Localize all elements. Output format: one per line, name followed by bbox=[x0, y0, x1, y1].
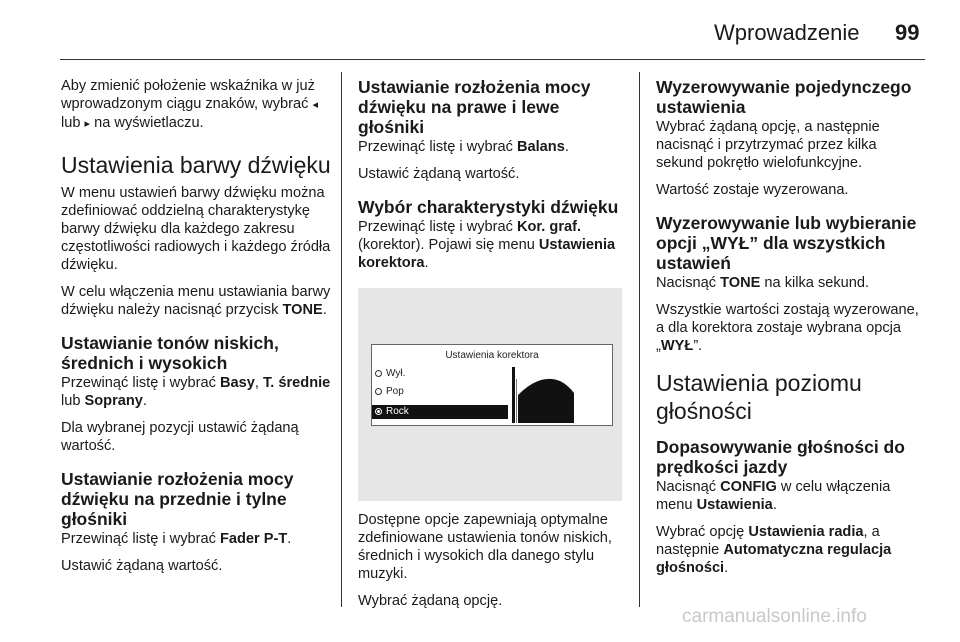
reset-all-instruction: Nacisnąć TONE na kilka sekund. bbox=[656, 275, 870, 291]
subheading-bass-mid-treble: Ustawianie tonów niskich, średnich i wysokich bbox=[61, 333, 279, 373]
equalizer-instruction: Przewinąć listę i wybrać Kor. graf. (korektor). Pojawi się menu Ustawienia korektora. bbox=[358, 219, 616, 271]
column-3 bbox=[656, 77, 926, 586]
reset-single-instruction: Wybrać żądaną opcję, a następnie nacisnąć i przytrzymać przez kilka sekund pokrętło wielofunkcyjne. bbox=[656, 119, 880, 171]
header-rule bbox=[60, 59, 925, 60]
subheading-speed-volume: Dopasowywanie głośności do prędkości jazdy bbox=[656, 437, 905, 477]
subheading-balance: Ustawianie rozłożenia mocy dźwięku na prawe i lewe głośniki bbox=[358, 77, 591, 137]
bass-mid-treble-value: Dla wybranej pozycji ustawić żądaną wartość. bbox=[61, 420, 299, 454]
speed-volume-open-instruction: Nacisnąć CONFIG w celu włączenia menu Ustawienia. bbox=[656, 479, 891, 513]
column-divider-1 bbox=[341, 72, 342, 607]
column-2 bbox=[358, 77, 630, 619]
equalizer-display bbox=[371, 344, 613, 426]
fader-value: Ustawić żądaną wartość. bbox=[61, 558, 223, 574]
tone-intro: W menu ustawień barwy dźwięku można zdefiniować oddzielną charakterystykę barwy dźwięku dla każdego zakresu częstotliwości radiowych i każdego źródła dźwięku. bbox=[61, 185, 331, 273]
column-1 bbox=[61, 77, 333, 584]
equalizer-curve-graphic bbox=[512, 367, 609, 423]
tone-open-instruction: W celu włączenia menu ustawiania barwy dźwięku należy nacisnąć przycisk TONE. bbox=[61, 284, 331, 318]
header-title: Wprowadzenie bbox=[714, 20, 860, 45]
footer-watermark: carmanualsonline.info bbox=[682, 606, 867, 627]
reset-single-result: Wartość zostaje wyzerowana. bbox=[656, 182, 849, 198]
radio-icon bbox=[375, 388, 382, 395]
equalizer-description: Dostępne opcje zapewniają optymalne zdefiniowane ustawienia tonów niskich, średnich i wysokich dla danego stylu muzyki. bbox=[358, 512, 612, 582]
arrow-right-icon: ▸ bbox=[84, 118, 91, 130]
equalizer-screen-figure bbox=[358, 288, 622, 501]
intro-paragraph: Aby zmienić położenie wskaźnika w już wprowadzonym ciągu znaków, wybrać ◂ lub ▸ na wyświetlaczu. bbox=[61, 78, 318, 131]
section-heading-tone: Ustawienia barwy dźwięku bbox=[61, 152, 331, 178]
speed-volume-select-instruction: Wybrać opcję Ustawienia radia, a następnie Automatyczna regulacja głośności. bbox=[656, 524, 892, 576]
radio-icon bbox=[375, 370, 382, 377]
menu-option-pop: Pop bbox=[372, 385, 508, 399]
page-number: 99 bbox=[895, 20, 920, 45]
menu-option-rock: Rock bbox=[372, 405, 508, 419]
subheading-fader: Ustawianie rozłożenia mocy dźwięku na przednie i tylne głośniki bbox=[61, 469, 294, 529]
subheading-reset-single: Wyzerowywanie pojedynczego ustawienia bbox=[656, 77, 912, 117]
reset-all-result: Wszystkie wartości zostają wyzerowane, a dla korektora zostaje wybrana opcja „WYŁ”. bbox=[656, 302, 919, 354]
fader-instruction: Przewinąć listę i wybrać Fader P-T. bbox=[61, 531, 292, 547]
menu-option-off: Wył. bbox=[372, 367, 508, 381]
subheading-equalizer: Wybór charakterystyki dźwięku bbox=[358, 197, 619, 217]
section-heading-volume: Ustawienia poziomu głośności bbox=[656, 370, 862, 424]
column-divider-2 bbox=[639, 72, 640, 607]
radio-selected-icon bbox=[375, 408, 382, 415]
equalizer-display-title: Ustawienia korektora bbox=[445, 350, 539, 361]
subheading-reset-all: Wyzerowywanie lub wybieranie opcji „WYŁ” dla wszystkich ustawień bbox=[656, 213, 917, 273]
balance-instruction: Przewinąć listę i wybrać Balans. bbox=[358, 139, 569, 155]
bass-mid-treble-instruction: Przewinąć listę i wybrać Basy, T. średnie lub Soprany. bbox=[61, 375, 331, 409]
equalizer-select: Wybrać żądaną opcję. bbox=[358, 593, 503, 609]
arrow-left-icon: ◂ bbox=[312, 99, 318, 111]
balance-value: Ustawić żądaną wartość. bbox=[358, 166, 520, 182]
